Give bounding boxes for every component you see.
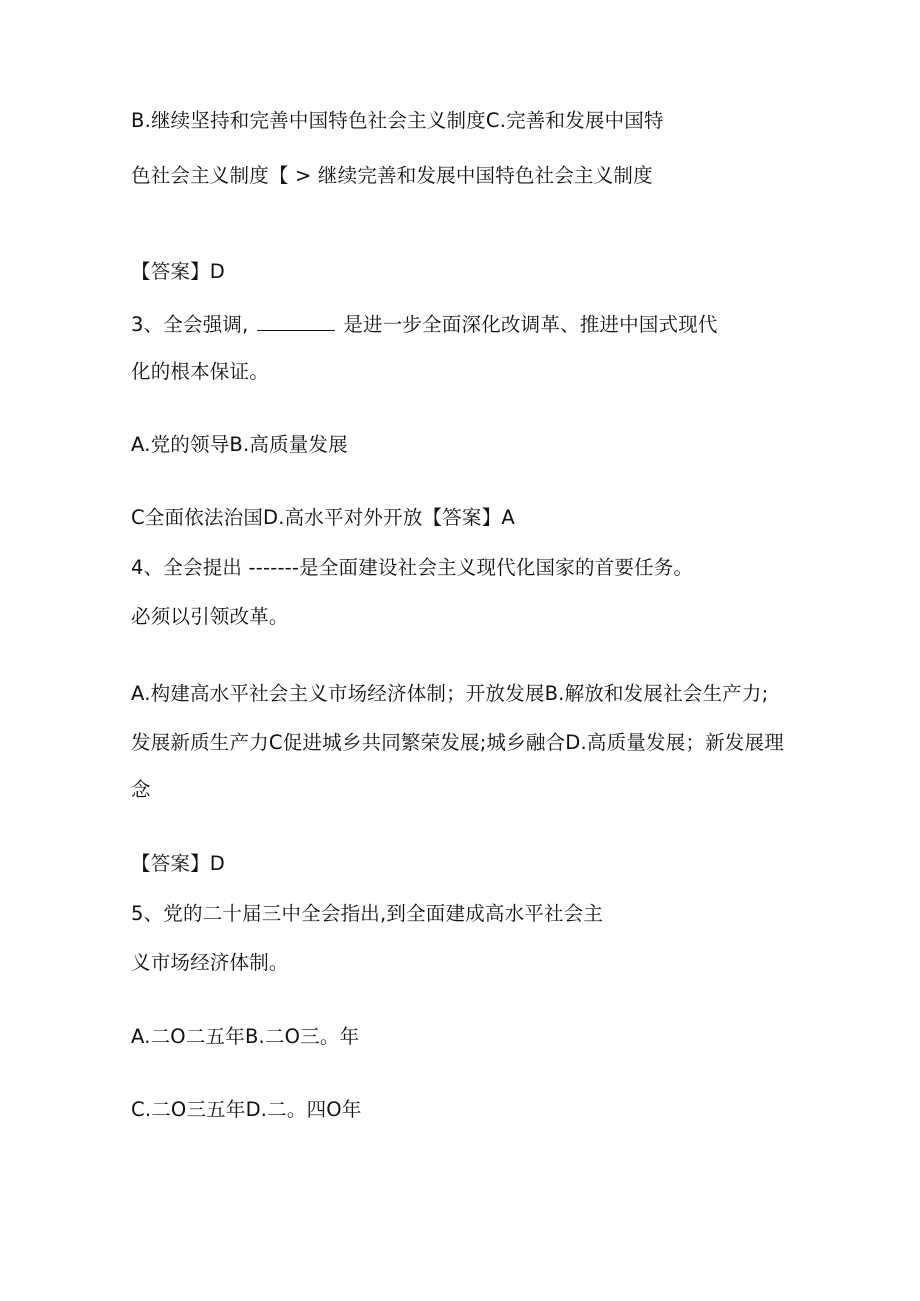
option-line-c-d: 色社会主义制度【 > 继续完善和发展中国特色社会主义制度 <box>131 164 653 187</box>
question-5-options-a-b: A.二O二五年B.二O三。年 <box>131 1025 360 1048</box>
question-3-suffix: 是进一步全面深化改调革、推进中国式现代 <box>343 313 718 336</box>
question-3-line-2: 化的根本保证。 <box>131 360 269 383</box>
question-4-options-line-3: 念 <box>131 778 151 801</box>
question-5-line-2: 义市场经济体制。 <box>131 951 289 974</box>
fill-in-blank <box>257 312 335 331</box>
question-5-line-1: 5、党的二十届三中全会指出,到全面建成高水平社会主 <box>131 902 604 925</box>
question-4-options-line-1: A.构建高水平社会主义市场经济体制；开放发展B.解放和发展社会生产力; <box>131 682 769 705</box>
answer-q4: 【答案】D <box>131 852 226 875</box>
question-5-options-c-d: C.二O三五年D.二。四O年 <box>131 1098 362 1121</box>
question-3-prefix: 3、全会强调, <box>131 313 249 336</box>
question-3-line-1 <box>131 312 718 338</box>
question-3-options-a-b: A.党的领导B.高质量发展 <box>131 433 348 456</box>
question-4-options-line-2: 发展新质生产力C促进城乡共同繁荣发展;城乡融合D.高质量发展；新发展理 <box>131 731 784 754</box>
question-4-line-1: 4、全会提出 -------是全面建设社会主义现代化国家的首要任务。 <box>131 556 694 579</box>
option-line-b-c: B.继续坚持和完善中国特色社会主义制度C.完善和发展中国特 <box>131 109 664 132</box>
answer-q2: 【答案】D <box>131 260 226 283</box>
question-4-line-2: 必须以引领改革。 <box>131 605 289 628</box>
question-3-options-c-d-answer: C全面依法治国D.高水平对外开放【答案】A <box>131 506 515 529</box>
